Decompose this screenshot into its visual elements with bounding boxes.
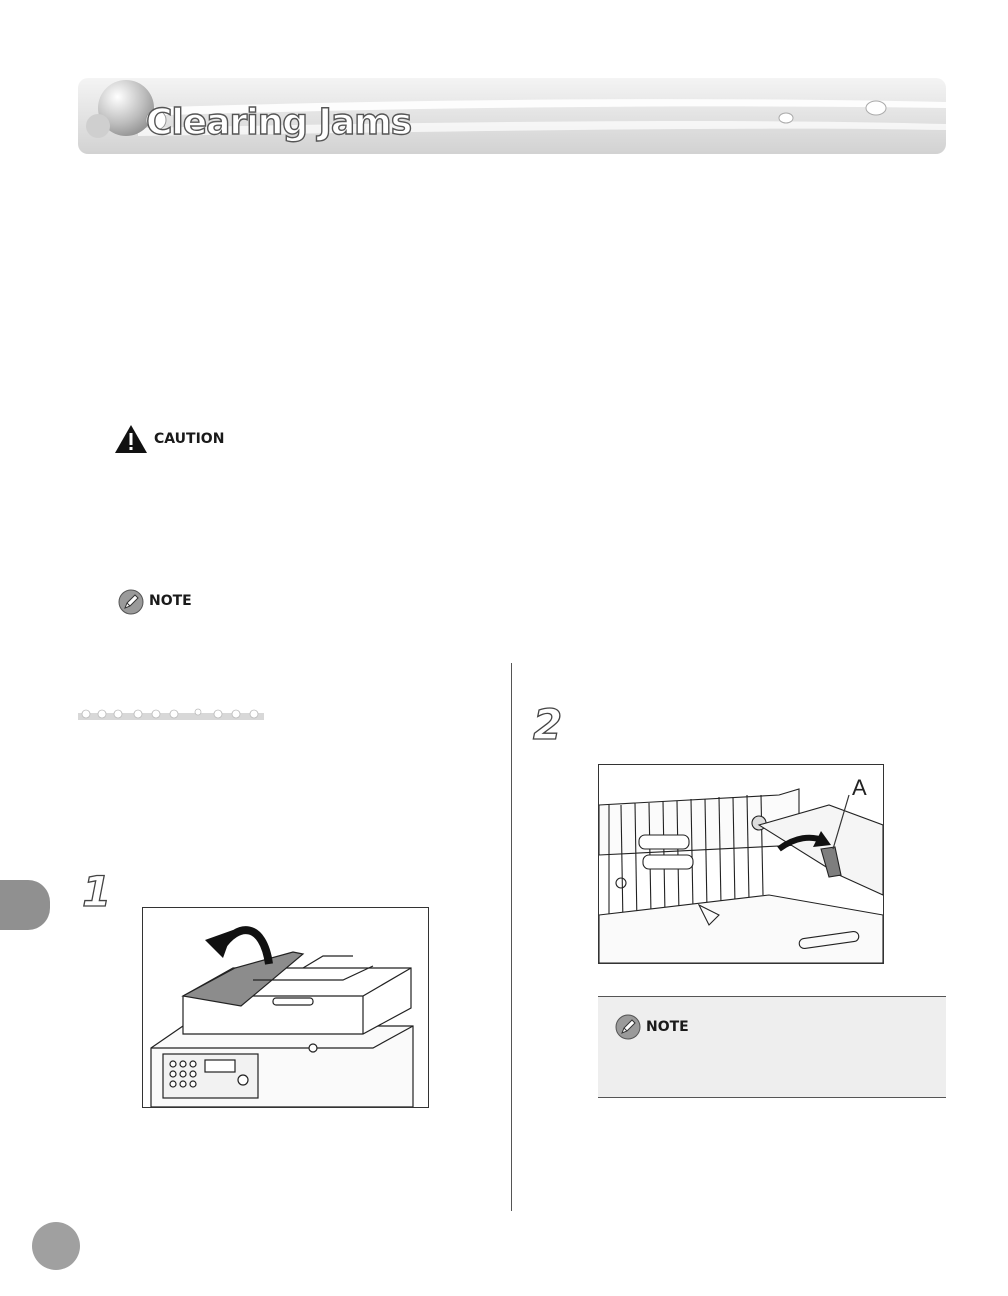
pencil-note-icon — [615, 1014, 641, 1040]
pencil-note-icon — [118, 589, 144, 615]
feeder-interior-illustration — [599, 765, 883, 963]
figure-open-feeder-cover — [142, 907, 429, 1108]
caution-label: CAUTION — [154, 431, 225, 447]
column-divider — [511, 663, 512, 1211]
chapter-tab — [0, 880, 50, 930]
warning-triangle-icon — [114, 424, 148, 454]
step-1-number: 1 — [82, 867, 112, 916]
step-2-number: 2 — [533, 700, 563, 749]
section-heading-decoration — [78, 708, 264, 722]
callout-label-a: A — [852, 775, 867, 800]
note-box-label: NOTE — [646, 1019, 689, 1035]
page-title: Clearing Jams — [146, 102, 412, 143]
printer-illustration — [143, 908, 428, 1107]
note-label: NOTE — [149, 593, 192, 609]
page-number-circle — [32, 1222, 80, 1270]
figure-release-lever — [598, 764, 884, 964]
note-box — [598, 996, 946, 1098]
